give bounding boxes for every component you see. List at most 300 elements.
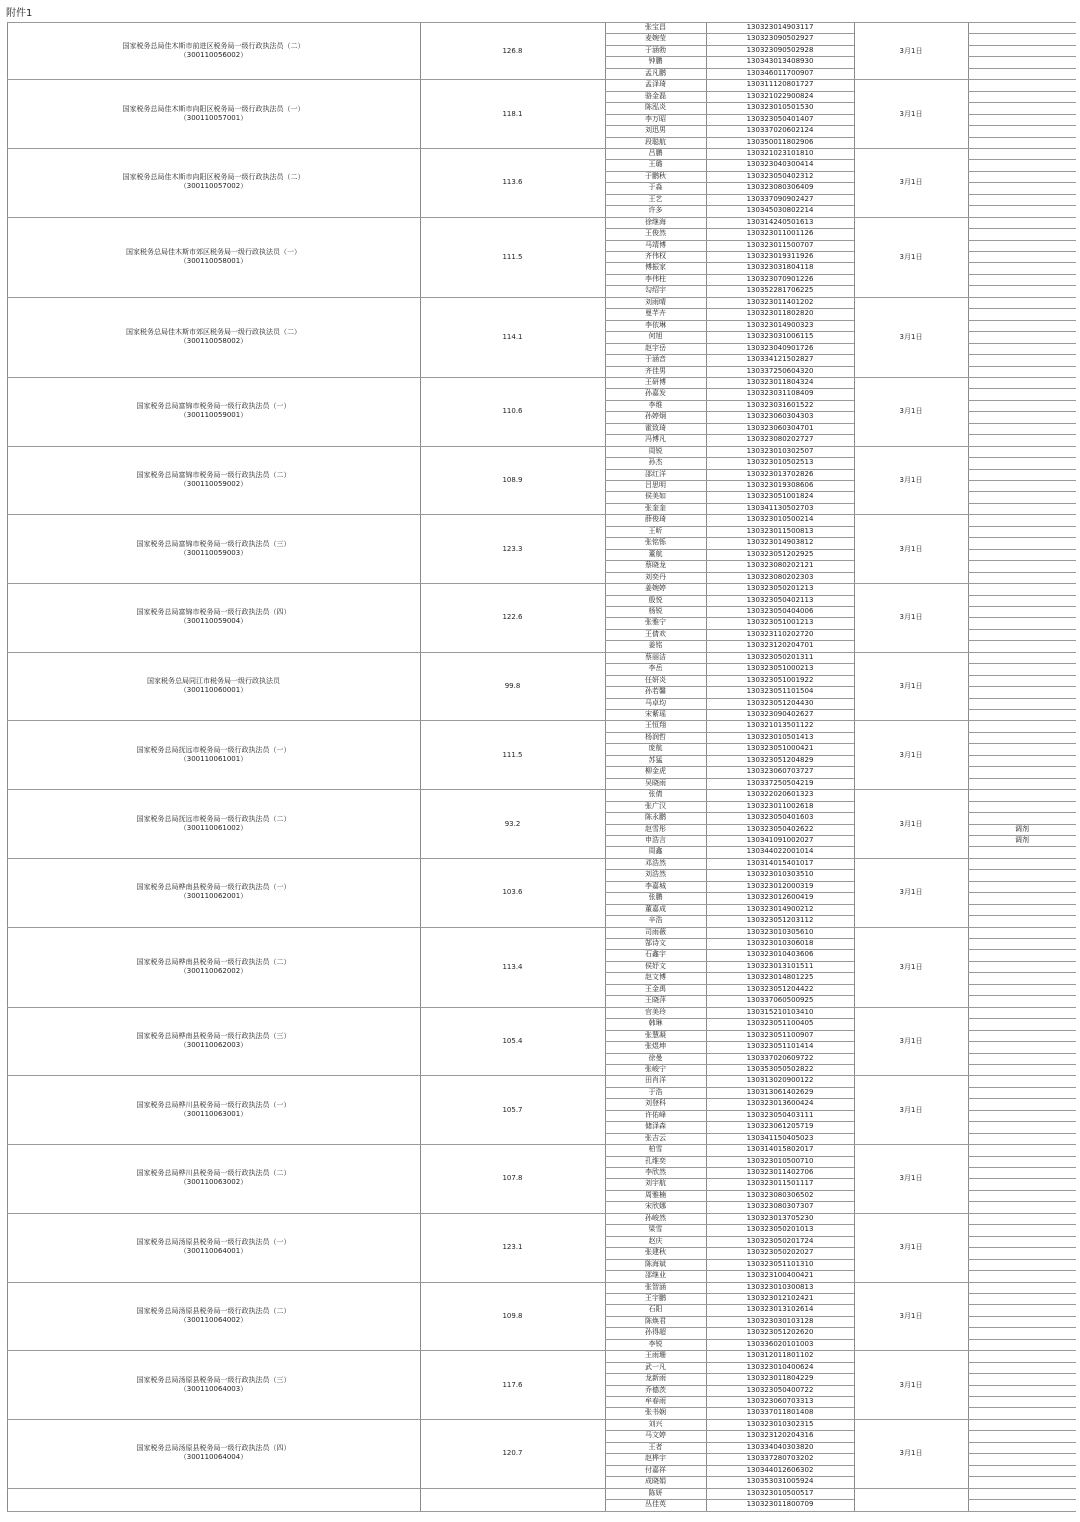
row-divider: [968, 595, 1076, 596]
candidate-exam-id: 130346011700907: [746, 68, 814, 77]
candidate-exam-id: 130323120204316: [746, 1431, 814, 1440]
candidate-name: 邵红洋: [645, 469, 666, 478]
candidate-exam-id: 130323011500813: [746, 526, 814, 535]
row-divider: [968, 331, 1076, 332]
candidate-name: 吕鹏: [648, 148, 663, 157]
candidate-exam-id: 130313020900122: [746, 1076, 814, 1085]
min-score: 123.3: [502, 544, 523, 553]
position-code: （300110064004）: [179, 1453, 248, 1462]
group-divider: [7, 1213, 1076, 1214]
candidate-name: 钟鹏: [648, 57, 663, 66]
row-divider: [968, 709, 1076, 710]
interview-date: 3月1日: [899, 682, 923, 691]
candidate-exam-id: 130323011402706: [746, 1168, 814, 1176]
row-divider: [968, 1476, 1076, 1477]
row-divider: [968, 938, 1076, 939]
row-divider: [968, 228, 1076, 229]
row-divider: [968, 388, 1076, 389]
column-divider: [854, 22, 855, 1511]
row-divider: [968, 1407, 1076, 1408]
candidate-exam-id: 130323051204430: [746, 698, 814, 707]
candidate-exam-id: 130353050502822: [746, 1064, 814, 1073]
interview-date: 3月1日: [899, 407, 923, 416]
row-divider: [968, 1442, 1076, 1443]
candidate-name: 王璐: [648, 160, 663, 169]
candidate-exam-id: 130353031005924: [746, 1477, 814, 1486]
row-divider: [968, 640, 1076, 641]
candidate-name: 张建秋: [645, 1248, 666, 1257]
candidate-name: 王晓萍: [645, 996, 666, 1005]
min-score: 126.8: [502, 46, 523, 55]
position-name: 国家税务总局抚远市税务局一级行政执法员（二）: [136, 814, 291, 823]
position-name: 国家税务总局桦川县税务局一级行政执法员（一）: [136, 1100, 291, 1109]
row-divider: [968, 812, 1076, 813]
min-score: 110.6: [502, 407, 523, 416]
position-name: 国家税务总局汤原县税务局一级行政执法员（一）: [136, 1238, 291, 1247]
candidate-name: 孔维奕: [645, 1156, 666, 1165]
min-score: 103.6: [502, 888, 523, 897]
position-code: （300110059004）: [179, 617, 248, 626]
row-divider: [968, 617, 1076, 618]
candidate-name: 赵雪彤: [645, 824, 666, 833]
candidate-name: 张煜坤: [645, 1042, 666, 1051]
row-divider: [968, 1270, 1076, 1271]
candidate-exam-id: 130323050402312: [746, 171, 814, 180]
candidate-name: 辛浩: [648, 916, 663, 925]
candidate-exam-id: 130323051001922: [746, 675, 814, 684]
candidate-exam-id: 130323090502927: [746, 34, 814, 43]
candidate-name: 王倩欢: [645, 629, 666, 638]
candidate-name: 邓浩然: [645, 858, 666, 867]
candidate-name: 官美玲: [645, 1007, 666, 1016]
candidate-name: 张倩: [648, 790, 663, 799]
candidate-exam-id: 130323051202620: [746, 1328, 814, 1337]
candidate-exam-id: 130323011800709: [746, 1500, 814, 1509]
candidate-exam-id: 130323013102614: [746, 1305, 814, 1314]
group-divider: [7, 1488, 1076, 1489]
candidate-exam-id: 130323080202121: [746, 561, 814, 570]
min-score: 93.2: [504, 819, 521, 828]
candidate-exam-id: 130323051000213: [746, 664, 814, 673]
candidate-name: 李维: [648, 400, 663, 409]
row-divider: [968, 675, 1076, 676]
row-divider: [968, 560, 1076, 561]
candidate-name: 龙新雨: [645, 1374, 666, 1383]
row-divider: [968, 56, 1076, 57]
row-divider: [968, 949, 1076, 950]
candidate-exam-id: 130321013501122: [746, 721, 814, 730]
remark: 调剂: [1015, 824, 1029, 833]
candidate-exam-id: 130323050402113: [746, 595, 814, 604]
row-divider: [968, 457, 1076, 458]
candidate-exam-id: 130323050201724: [746, 1236, 814, 1245]
candidate-exam-id: 130323010303510: [746, 870, 814, 879]
interview-date: 3月1日: [899, 1243, 923, 1252]
candidate-name: 储泽森: [645, 1122, 666, 1131]
row-divider: [968, 1156, 1076, 1157]
candidate-name: 于涵勃: [645, 45, 666, 54]
row-divider: [968, 961, 1076, 962]
candidate-name: 许多: [648, 206, 663, 215]
candidate-exam-id: 130323010500710: [746, 1156, 814, 1165]
min-score: 120.7: [502, 1449, 523, 1458]
candidate-exam-id: 130323051100907: [746, 1030, 814, 1039]
row-divider: [968, 1373, 1076, 1374]
row-divider: [968, 251, 1076, 252]
row-divider: [968, 400, 1076, 401]
min-score: 107.8: [502, 1174, 523, 1183]
position-name: 国家税务总局佳木斯市向阳区税务局一级行政执法员（二）: [122, 173, 305, 182]
candidate-name: 杨润哲: [645, 732, 666, 741]
position-code: （300110062003）: [179, 1041, 248, 1050]
group-divider: [7, 148, 1076, 149]
min-score: 123.1: [502, 1243, 523, 1252]
row-divider: [968, 1030, 1076, 1031]
row-divider: [968, 846, 1076, 847]
candidate-name: 周锐: [648, 446, 663, 455]
candidate-exam-id: 130334040303820: [746, 1442, 814, 1451]
row-divider: [968, 1465, 1076, 1466]
candidate-name: 刘宇航: [645, 1179, 666, 1188]
group-divider: [7, 79, 1076, 80]
candidate-exam-id: 130323014900323: [746, 320, 814, 329]
candidate-exam-id: 130323060304701: [746, 423, 814, 432]
candidate-exam-id: 130323031108409: [746, 389, 814, 398]
candidate-name: 张奎奎: [645, 503, 666, 512]
column-divider: [420, 22, 421, 1511]
interview-date: 3月1日: [899, 544, 923, 553]
candidate-exam-id: 130323014903812: [746, 538, 814, 547]
candidate-name: 王金禹: [645, 984, 666, 993]
interview-date: 3月1日: [899, 46, 923, 55]
candidate-exam-id: 130323051204829: [746, 755, 814, 764]
row-divider: [968, 995, 1076, 996]
candidate-name: 殷悦: [648, 595, 663, 604]
row-divider: [968, 1499, 1076, 1500]
candidate-exam-id: 130323040300414: [746, 160, 814, 169]
row-divider: [968, 33, 1076, 34]
group-divider: [7, 297, 1076, 298]
row-divider: [968, 182, 1076, 183]
candidate-exam-id: 130323014900212: [746, 904, 814, 913]
candidate-name: 傅振家: [645, 263, 666, 272]
row-divider: [968, 1385, 1076, 1386]
row-divider: [968, 1167, 1076, 1168]
position-name: 国家税务总局桦南县税务局一级行政执法员（一）: [136, 883, 291, 892]
min-score: 113.4: [502, 962, 523, 971]
interview-date: 3月1日: [899, 1380, 923, 1389]
candidate-exam-id: 130314015401017: [746, 858, 814, 867]
candidate-exam-id: 130323013600424: [746, 1099, 814, 1108]
row-divider: [968, 663, 1076, 664]
row-divider: [968, 915, 1076, 916]
document-title: 附件1: [6, 8, 33, 19]
row-divider: [968, 262, 1076, 263]
candidate-name: 宋紫瑶: [645, 710, 666, 718]
candidate-exam-id: 130350011802906: [746, 137, 814, 146]
row-divider: [968, 1110, 1076, 1111]
candidate-exam-id: 130323070901226: [746, 274, 814, 283]
candidate-exam-id: 130337250504219: [746, 778, 814, 787]
candidate-name: 孙峻然: [645, 1213, 666, 1222]
candidate-name: 姜婉婷: [645, 584, 666, 593]
group-divider: [7, 1511, 1076, 1512]
candidate-name: 杨锐: [648, 606, 663, 615]
candidate-exam-id: 130323040901726: [746, 343, 814, 352]
candidate-exam-id: 130323011002618: [746, 801, 814, 810]
interview-date: 3月1日: [899, 178, 923, 187]
candidate-name: 丛佳英: [645, 1500, 666, 1509]
candidate-exam-id: 130323013705230: [746, 1213, 814, 1222]
group-divider: [7, 1282, 1076, 1283]
candidate-name: 王研博: [645, 377, 666, 386]
row-divider: [968, 491, 1076, 492]
row-divider: [968, 526, 1076, 527]
row-divider: [968, 629, 1076, 630]
candidate-exam-id: 130336020101003: [746, 1339, 814, 1348]
interview-date: 3月1日: [899, 332, 923, 341]
position-code: （300110063001）: [179, 1109, 248, 1118]
candidate-exam-id: 130323051204422: [746, 984, 814, 993]
candidate-exam-id: 130323019308606: [746, 481, 814, 489]
candidate-exam-id: 130323051001213: [746, 618, 814, 627]
row-divider: [968, 1121, 1076, 1122]
candidate-name: 王宇鹏: [645, 1293, 666, 1302]
interview-date: 3月1日: [899, 109, 923, 118]
row-divider: [968, 45, 1076, 46]
row-divider: [968, 1453, 1076, 1454]
candidate-exam-id: 130322020601323: [746, 790, 814, 799]
candidate-name: 张铭铄: [645, 538, 666, 547]
candidate-name: 孟泽琦: [645, 80, 666, 89]
interview-date: 3月1日: [899, 750, 923, 759]
row-divider: [968, 434, 1076, 435]
row-divider: [968, 698, 1076, 699]
candidate-name: 郜诗文: [645, 939, 666, 947]
position-code: （300110061001）: [179, 754, 248, 763]
candidate-name: 何旭: [648, 332, 663, 341]
candidate-name: 曼芊卉: [645, 309, 666, 318]
candidate-name: 马卓均: [645, 698, 666, 707]
row-divider: [968, 1339, 1076, 1340]
candidate-name: 乔德茨: [645, 1385, 666, 1394]
candidate-name: 马文婷: [645, 1431, 666, 1440]
candidate-exam-id: 130323050404006: [746, 606, 814, 615]
candidate-name: 周雅楠: [645, 1190, 666, 1199]
min-score: 117.6: [502, 1380, 523, 1389]
row-divider: [968, 1293, 1076, 1294]
candidate-name: 刘浩然: [645, 870, 666, 879]
row-divider: [968, 159, 1076, 160]
candidate-exam-id: 130337020609722: [746, 1053, 814, 1062]
row-divider: [968, 503, 1076, 504]
candidate-exam-id: 130323120204701: [746, 641, 814, 650]
interview-date: 3月1日: [899, 1174, 923, 1183]
candidate-exam-id: 130323080202303: [746, 572, 814, 581]
candidate-exam-id: 130323060304303: [746, 412, 814, 421]
candidate-exam-id: 130323050202027: [746, 1248, 814, 1257]
column-divider: [7, 22, 8, 1511]
min-score: 113.6: [502, 178, 523, 187]
row-divider: [968, 125, 1076, 126]
group-divider: [7, 1075, 1076, 1076]
interview-date: 3月1日: [899, 613, 923, 622]
candidate-exam-id: 130323011001126: [746, 229, 814, 238]
row-divider: [968, 274, 1076, 275]
candidate-name: 李嘉城: [645, 881, 666, 890]
row-divider: [968, 1041, 1076, 1042]
candidate-name: 刘奕丹: [645, 572, 666, 581]
position-name: 国家税务总局同江市税务局一级行政执法员: [147, 677, 280, 686]
position-name: 国家税务总局抚远市税务局一级行政执法员（一）: [136, 745, 291, 754]
candidate-name: 徐继海: [645, 217, 666, 226]
position-name: 国家税务总局佳木斯市郊区税务局一级行政执法员（二）: [126, 327, 301, 336]
candidate-name: 周鑫: [648, 847, 663, 856]
candidate-name: 刘雨晴: [645, 297, 666, 306]
candidate-name: 姜铭: [648, 641, 663, 650]
position-code: （300110064003）: [179, 1384, 248, 1393]
candidate-exam-id: 130352281706225: [746, 286, 814, 295]
candidate-name: 侯美如: [645, 492, 666, 501]
position-code: （300110058002）: [179, 336, 248, 345]
candidate-name: 柏雪: [648, 1145, 663, 1154]
position-name: 国家税务总局汤原县税务局一级行政执法员（二）: [136, 1306, 291, 1315]
position-name: 国家税务总局汤原县税务局一级行政执法员（三）: [136, 1375, 291, 1384]
candidate-exam-id: 130323051101310: [746, 1259, 814, 1268]
candidate-name: 陈海斌: [645, 1259, 666, 1268]
row-divider: [968, 1018, 1076, 1019]
row-divider: [968, 1064, 1076, 1065]
min-score: 114.1: [502, 332, 523, 341]
candidate-name: 刘迅男: [645, 126, 666, 135]
row-divider: [968, 343, 1076, 344]
group-divider: [7, 789, 1076, 790]
min-score: 111.5: [502, 252, 523, 261]
candidate-name: 任妍炎: [645, 675, 666, 684]
candidate-name: 成晓娟: [645, 1477, 666, 1486]
candidate-name: 付嘉祥: [645, 1465, 666, 1474]
candidate-exam-id: 130323080306502: [746, 1190, 814, 1199]
group-divider: [7, 217, 1076, 218]
candidate-exam-id: 130323012000319: [746, 881, 814, 890]
position-code: （300110064002）: [179, 1315, 248, 1324]
candidate-name: 李伟柱: [645, 274, 666, 283]
candidate-name: 王雨珊: [645, 1351, 666, 1360]
row-divider: [968, 308, 1076, 309]
row-divider: [968, 766, 1076, 767]
position-code: （300110062002）: [179, 966, 248, 975]
interview-date: 3月1日: [899, 1037, 923, 1046]
candidate-exam-id: 130323051000421: [746, 744, 814, 753]
position-name: 国家税务总局佳木斯市向阳区税务局一级行政执法员（一）: [122, 104, 305, 113]
candidate-name: 张吉云: [645, 1133, 666, 1142]
row-divider: [968, 1316, 1076, 1317]
row-divider: [968, 606, 1076, 607]
candidate-exam-id: 130323050201311: [746, 652, 814, 661]
interview-date: 3月1日: [899, 476, 923, 484]
row-divider: [968, 686, 1076, 687]
position-name: 国家税务总局佳木斯市郊区税务局一级行政执法员（一）: [126, 247, 301, 256]
candidate-name: 牟春雨: [645, 1397, 666, 1405]
min-score: 111.5: [502, 750, 523, 759]
candidate-exam-id: 130323010403606: [746, 950, 814, 959]
candidate-exam-id: 130341091002027: [746, 835, 814, 844]
row-divider: [968, 1259, 1076, 1260]
group-divider: [7, 583, 1076, 584]
candidate-name: 齐伟权: [645, 252, 666, 260]
row-divider: [968, 320, 1076, 321]
candidate-name: 刘登科: [645, 1099, 666, 1108]
position-name: 国家税务总局富锦市税务局一级行政执法员（四）: [136, 608, 291, 617]
row-divider: [968, 240, 1076, 241]
candidate-exam-id: 130323010306018: [746, 939, 814, 947]
row-divider: [968, 1304, 1076, 1305]
row-divider: [968, 423, 1076, 424]
row-divider: [968, 1201, 1076, 1202]
row-divider: [968, 778, 1076, 779]
candidate-exam-id: 130323010500214: [746, 515, 814, 524]
candidate-name: 柳金虎: [645, 767, 666, 776]
interview-date: 3月1日: [899, 252, 923, 261]
min-score: 118.1: [502, 109, 523, 118]
row-divider: [968, 881, 1076, 882]
position-code: （300110063002）: [179, 1178, 248, 1187]
min-score: 105.4: [502, 1037, 523, 1046]
candidate-name: 孙杰: [648, 458, 663, 467]
candidate-name: 庞航: [648, 744, 663, 753]
candidate-name: 孙婷炯: [645, 412, 666, 421]
position-code: （300110061002）: [179, 823, 248, 832]
group-divider: [7, 446, 1076, 447]
row-divider: [968, 1362, 1076, 1363]
interview-date: 3月1日: [899, 962, 923, 971]
candidate-exam-id: 130323010501413: [746, 732, 814, 741]
candidate-name: 冯博凡: [645, 435, 666, 444]
candidate-exam-id: 130323013101511: [746, 961, 814, 970]
candidate-exam-id: 130323080202727: [746, 435, 814, 444]
candidate-name: 吕思明: [645, 481, 666, 489]
row-divider: [968, 1430, 1076, 1431]
row-divider: [968, 1053, 1076, 1054]
candidate-exam-id: 130341150405023: [746, 1133, 814, 1142]
candidate-name: 赵桦宇: [645, 1454, 666, 1463]
candidate-exam-id: 130334121502827: [746, 355, 814, 364]
position-name: 国家税务总局桦南县税务局一级行政执法员（二）: [136, 957, 291, 966]
candidate-name: 李依琳: [645, 320, 666, 329]
candidate-exam-id: 130312011801102: [746, 1351, 814, 1360]
interview-date: 3月1日: [899, 1311, 923, 1320]
candidate-name: 李欣然: [645, 1168, 666, 1176]
candidate-name: 骆金磊: [645, 91, 666, 100]
candidate-name: 张广汉: [645, 801, 666, 810]
row-divider: [968, 537, 1076, 538]
candidate-exam-id: 130323080307307: [746, 1202, 814, 1211]
candidate-name: 石鑫宇: [645, 950, 666, 959]
candidate-name: 李锐: [648, 1339, 663, 1348]
candidate-name: 张智涵: [645, 1282, 666, 1291]
position-code: （300110059002）: [179, 480, 248, 488]
candidate-exam-id: 130343013408930: [746, 57, 814, 66]
candidate-name: 赵庆: [648, 1236, 663, 1245]
candidate-exam-id: 130323012102421: [746, 1293, 814, 1302]
candidate-exam-id: 130323050400722: [746, 1385, 814, 1394]
row-divider: [968, 469, 1076, 470]
candidate-name: 孙得超: [645, 1328, 666, 1337]
candidate-name: 陈焕君: [645, 1316, 666, 1325]
candidate-name: 刘兴: [648, 1419, 663, 1428]
row-divider: [968, 411, 1076, 412]
group-divider: [7, 927, 1076, 928]
